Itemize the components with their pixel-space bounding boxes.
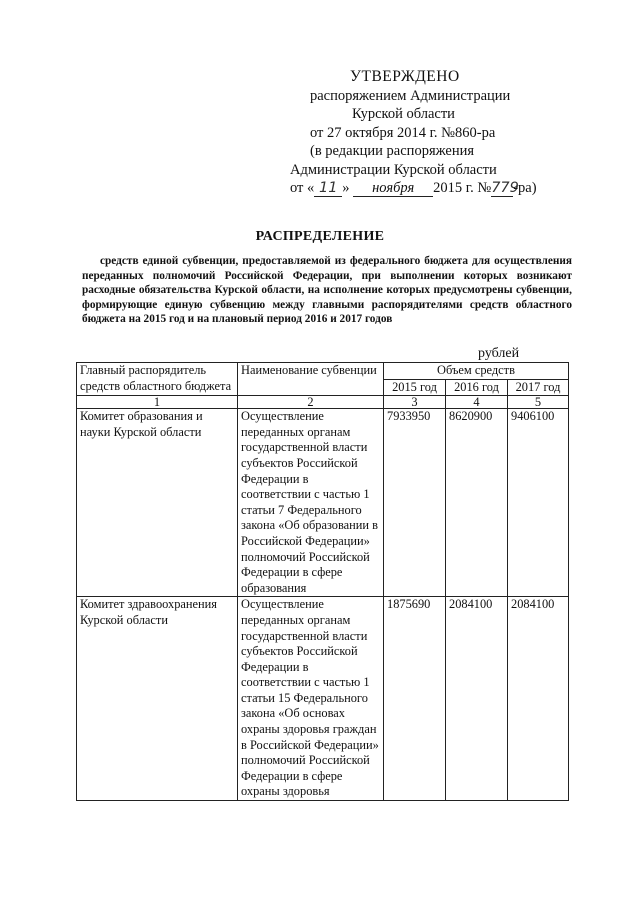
column-number: 2 <box>238 396 384 409</box>
header-row-1 <box>77 363 569 380</box>
subvention-cell: Осуществление переданных органам государственной власти субъектов Российской Федерации в соответствии с частью 1 статьи 15 Федерального закона «Об основах охраны здоровья граждан в Российской Федерации» полномочий Российской Федерации в сфере охраны здоровья <box>238 597 384 801</box>
column-number: 4 <box>446 396 508 409</box>
approval-line-6 <box>290 179 590 198</box>
value-2015-cell: 1875690 <box>384 597 446 801</box>
column-number-row <box>77 396 569 409</box>
approval-line-2: Курской области <box>352 106 455 122</box>
description-text: средств единой субвенции, предоставляемой из федерального бюджета для осуществления переданных полномочий Российской Федерации, при выполнении которых возникают расходные обязательства Курской области, на исполнение которых предусмотрены субвенции, формирующие единую субвенцию между главными распорядителями средств областного бюджета на 2015 год и на плановый период 2016 и 2017 годов <box>82 255 572 325</box>
value-2017-cell: 2084100 <box>508 597 569 801</box>
column-number: 1 <box>77 396 238 409</box>
recipient-cell: Комитет образования и науки Курской области <box>77 409 238 597</box>
value-2016-cell: 2084100 <box>446 597 508 801</box>
handwritten-number: 779 <box>491 180 519 196</box>
value-2015-cell: 7933950 <box>384 409 446 597</box>
handwritten-month: ноября <box>353 181 433 197</box>
approval-line-5: Администрации Курской области <box>290 161 497 178</box>
header-2017: 2017 год <box>508 379 569 396</box>
allocation-table <box>76 362 569 801</box>
approval-line-1: распоряжением Администрации <box>310 87 511 104</box>
header-volume: Объем средств <box>384 363 569 380</box>
subvention-cell: Осуществление переданных органам государственной власти субъектов Российской Федерации в соответствии с частью 1 статьи 7 Федерального закона «Об образовании в Российской Федерации» полномочий Российской Федерации в сфере образования <box>238 409 384 597</box>
header-2015: 2015 год <box>384 379 446 396</box>
approval-stamp <box>290 68 590 198</box>
document-description <box>82 254 572 327</box>
number-suffix: -ра) <box>513 180 537 196</box>
header-subvention: Наименование субвенции <box>238 363 384 396</box>
approval-title: УТВЕРЖДЕНО <box>350 68 460 85</box>
column-number: 5 <box>508 396 569 409</box>
table-row <box>77 409 569 597</box>
date-mid: » <box>342 180 350 196</box>
header-recipient: Главный распорядитель средств областного бюджета <box>77 363 238 396</box>
handwritten-day: 11 <box>314 181 342 197</box>
column-number: 3 <box>384 396 446 409</box>
date-prefix: от « <box>290 180 315 196</box>
document-title: РАСПРЕДЕЛЕНИЕ <box>255 229 385 244</box>
header-2016: 2016 год <box>446 379 508 396</box>
table-row <box>77 597 569 801</box>
date-year: 2015 г. № <box>433 180 492 196</box>
approval-line-3: от 27 октября 2014 г. №860-ра <box>310 124 496 141</box>
recipient-cell: Комитет здравоохранения Курской области <box>77 597 238 801</box>
units-label: рублей <box>478 346 520 361</box>
approval-line-4: (в редакции распоряжения <box>310 143 475 159</box>
value-2017-cell: 9406100 <box>508 409 569 597</box>
value-2016-cell: 8620900 <box>446 409 508 597</box>
